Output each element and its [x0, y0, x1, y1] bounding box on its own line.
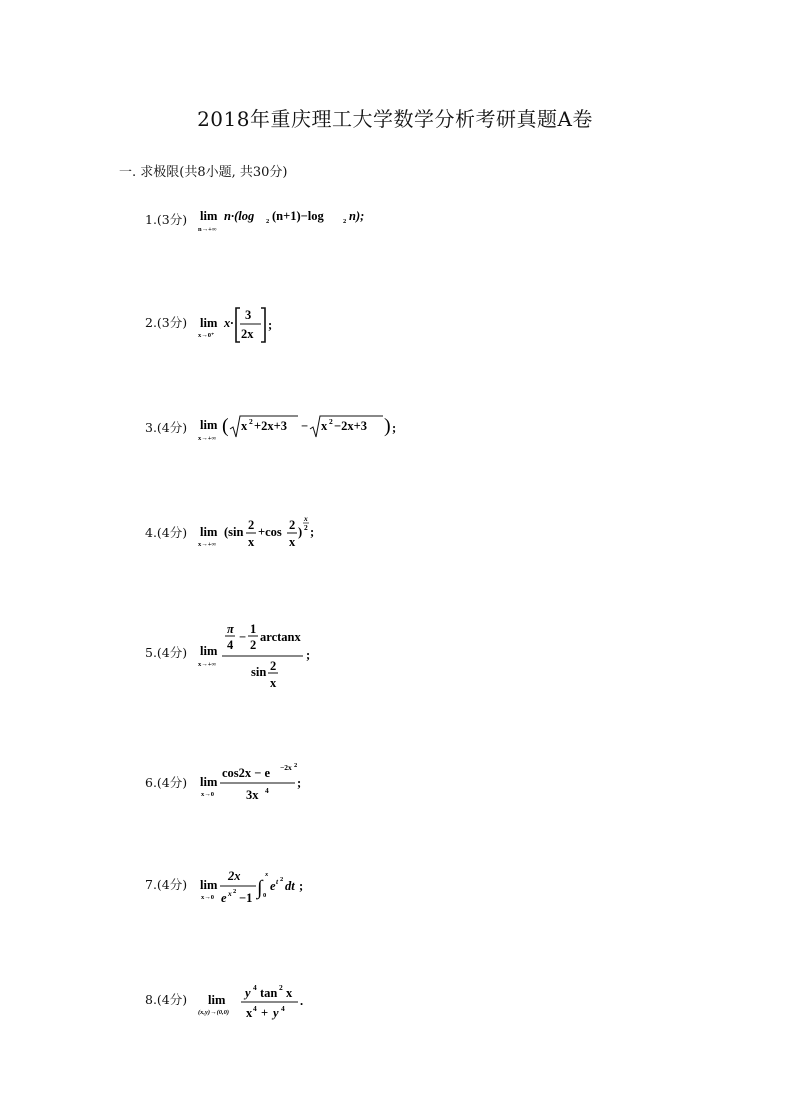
problem-8-formula [198, 978, 318, 1023]
minus: − [239, 630, 247, 644]
exponent: 4 [265, 786, 269, 795]
lim-text: lim [200, 878, 218, 892]
expr-part: x· [224, 316, 234, 330]
limit-subscript: n→+∞ [198, 226, 217, 233]
lim-text: lim [200, 316, 218, 330]
paren-right: ) [384, 415, 391, 437]
integral-sign: ∫ [257, 877, 263, 899]
problem-6-label: 6.(4分) [145, 775, 188, 790]
expr-end: ; [268, 318, 273, 332]
problem-7-label: 7.(4分) [145, 877, 188, 892]
fraction-denominator: 3x [246, 788, 259, 802]
limit-subscript: x→0⁺ [198, 332, 215, 339]
integral-lower: 0 [263, 892, 267, 899]
exponent: x [228, 889, 232, 898]
expr-end: . [300, 994, 304, 1008]
problem-3-formula [198, 412, 408, 444]
exponent: 2 [329, 417, 333, 426]
paren-left: ( [222, 415, 229, 437]
fraction-denominator: x [289, 535, 296, 549]
exponent: 2 [280, 876, 284, 883]
expr-end: ; [299, 879, 304, 893]
section-heading: 一. 求极限(共8小题, 共30分) [119, 165, 288, 180]
fraction-numerator: tan [260, 986, 278, 1000]
exponent: 2 [294, 762, 298, 769]
expr-part: ) [298, 525, 303, 539]
exponent: 4 [253, 983, 257, 992]
fraction-numerator: 1 [250, 622, 257, 636]
problem-4-formula [198, 512, 328, 554]
fraction-denominator: x [248, 535, 255, 549]
problem-1-label: 1.(3分) [145, 212, 188, 227]
exponent: 2 [279, 983, 283, 992]
expr-part: n); [349, 209, 365, 223]
problem-7-formula [198, 864, 318, 909]
exponent: 4 [281, 1004, 285, 1013]
exponent-numerator: x [304, 514, 308, 523]
fraction-denominator: x [270, 676, 277, 690]
exponent: 4 [253, 1004, 257, 1013]
limit-subscript: x→+∞ [198, 661, 217, 668]
exponent: 2 [233, 888, 237, 895]
expr-part: x [321, 419, 328, 433]
expr-part: −2x+3 [334, 419, 367, 433]
lim-text: lim [208, 993, 226, 1007]
problem-3-label: 3.(4分) [145, 420, 188, 435]
problem-6-formula [198, 761, 318, 806]
expr-part: (sin [224, 525, 244, 539]
plus: + [261, 1006, 269, 1020]
exponent: t [276, 877, 279, 886]
fraction-denominator: 2x [241, 327, 254, 341]
exponent: 2 [249, 417, 253, 426]
fraction-numerator: 3 [245, 308, 252, 322]
expr-end: ; [392, 421, 397, 435]
lim-text: lim [200, 418, 218, 432]
limit-subscript: x→0 [201, 791, 214, 798]
exponent-denominator: 2 [304, 523, 308, 532]
expr-end: ; [297, 776, 302, 790]
expr-part: +cos [258, 525, 282, 539]
lim-text: lim [200, 209, 218, 223]
fraction-numerator: 2 [270, 659, 277, 673]
problem-4-label: 4.(4分) [145, 525, 188, 540]
integrand: e [270, 879, 276, 893]
log-base: 2 [266, 218, 270, 225]
fraction-denominator: y [273, 1006, 279, 1020]
integral-upper: x [265, 871, 269, 878]
expr-part: arctanx [260, 630, 301, 644]
fraction-denominator: −1 [239, 891, 253, 905]
differential: dt [285, 879, 295, 893]
problem-2-label: 2.(3分) [145, 315, 188, 330]
limit-subscript: x→0 [201, 894, 214, 901]
expr-part: (n+1)−log [272, 209, 324, 223]
expr-part: +2x+3 [254, 419, 287, 433]
expr-end: ; [306, 648, 311, 662]
expr-part: sin [251, 665, 267, 679]
limit-subscript: x→+∞ [198, 435, 217, 442]
log-base: 2 [343, 218, 347, 225]
limit-subscript: x→+∞ [198, 541, 217, 548]
floor-bracket-left [236, 308, 240, 342]
problem-5-label: 5.(4分) [145, 645, 188, 660]
fraction-numerator: cos2x − e [222, 766, 271, 780]
floor-bracket-right [261, 308, 265, 342]
limit-subscript: (x,y)→(0,0) [198, 1009, 230, 1016]
lim-text: lim [200, 644, 218, 658]
lim-text: lim [200, 525, 218, 539]
minus: − [301, 419, 309, 433]
problem-8-label: 8.(4分) [145, 992, 188, 1007]
problem-1-formula [198, 206, 378, 234]
exponent: −2x [280, 763, 292, 772]
fraction-denominator: e [221, 891, 227, 905]
fraction-numerator: 2 [248, 518, 255, 532]
fraction-numerator: y [245, 986, 251, 1000]
expr-end: ; [310, 525, 315, 539]
fraction-numerator: 2 [289, 518, 296, 532]
page-title: 2018年重庆理工大学数学分析考研真题A卷 [197, 107, 593, 131]
lim-text: lim [200, 775, 218, 789]
expr-part: n·(log [224, 209, 255, 223]
pi-symbol: π [227, 622, 234, 636]
fraction-denominator: 4 [227, 638, 234, 652]
problem-5-formula [198, 620, 328, 695]
problem-2-formula [198, 305, 288, 345]
fraction-numerator: 2x [228, 869, 241, 883]
fraction-numerator: x [286, 986, 293, 1000]
fraction-denominator: x [246, 1006, 253, 1020]
fraction-denominator: 2 [250, 638, 257, 652]
expr-part: x [241, 419, 248, 433]
